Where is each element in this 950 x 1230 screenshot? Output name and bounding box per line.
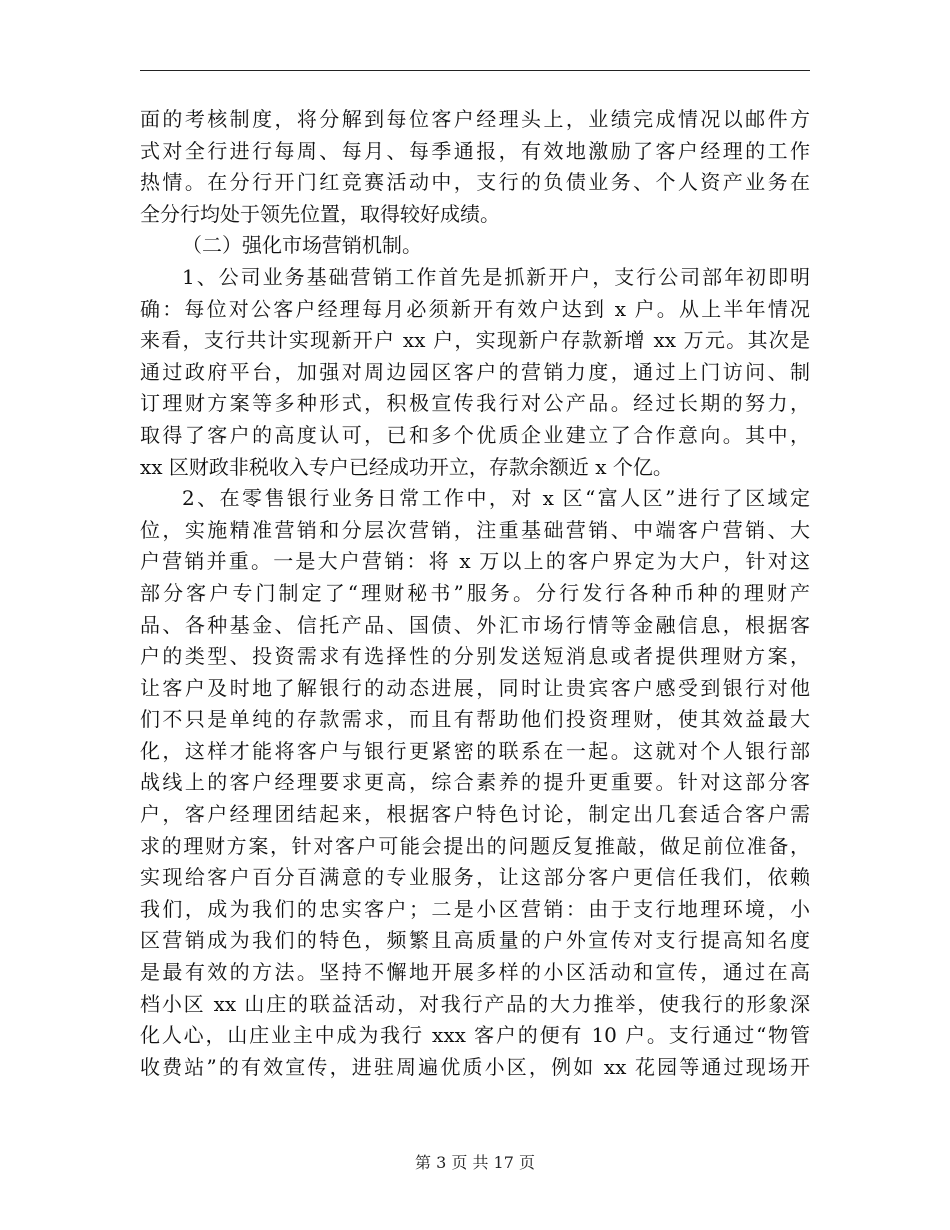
text-line: 户的类型、投资需求有选择性的分别发送短消息或者提供理财方案， bbox=[140, 644, 810, 669]
text-line: 部分客户专门制定了“理财秘书”服务。分行发行各种币种的理财产 bbox=[140, 580, 810, 605]
text-line: 来看，支行共计实现新开户 xx 户，实现新户存款新增 xx 万元。其次是 bbox=[140, 328, 810, 353]
text-line: 们不只是单纯的存款需求，而且有帮助他们投资理财，使其效益最大 bbox=[140, 707, 810, 732]
text-line: 全分行均处于领先位置，取得较好成绩。 bbox=[140, 201, 500, 226]
header-rule bbox=[140, 70, 810, 71]
text-line: 收费站”的有效宣传，进驻周遍优质小区，例如 xx 花园等通过现场开 bbox=[140, 1054, 810, 1079]
text-line: 位，实施精准营销和分层次营销，注重基础营销、中端客户营销、大 bbox=[140, 517, 810, 542]
text-line: 化，这样才能将客户与银行更紧密的联系在一起。这就对个人银行部 bbox=[140, 738, 810, 763]
text-line: 我们，成为我们的忠实客户；二是小区营销：由于支行地理环境，小 bbox=[140, 896, 810, 921]
text-line: 是最有效的方法。坚持不懈地开展多样的小区活动和宣传，通过在高 bbox=[140, 960, 810, 985]
text-line: 实现给客户百分百满意的专业服务，让这部分客户更信任我们，依赖 bbox=[140, 865, 810, 890]
text-line: 求的理财方案，针对客户可能会提出的问题反复推敲，做足前位准备， bbox=[140, 833, 810, 858]
text-line: 1、公司业务基础营销工作首先是抓新开户，支行公司部年初即明 bbox=[182, 264, 810, 289]
section-heading: （二）强化市场营销机制。 bbox=[182, 233, 422, 258]
page-number-footer: 第 3 页 共 17 页 bbox=[415, 1153, 535, 1172]
text-line: 确：每位对公客户经理每月必须新开有效户达到 x 户。从上半年情况 bbox=[140, 296, 810, 321]
text-line: 热情。在分行开门红竞赛活动中，支行的负债业务、个人资产业务在 bbox=[140, 170, 810, 195]
text-line: 式对全行进行每周、每月、每季通报，有效地激励了客户经理的工作 bbox=[140, 138, 810, 163]
text-line: 户，客户经理团结起来，根据客户特色讨论，制定出几套适合客户需 bbox=[140, 802, 810, 827]
text-line: 2、在零售银行业务日常工作中，对 x 区“富人区”进行了区域定 bbox=[182, 486, 810, 511]
text-line: 让客户及时地了解银行的动态进展，同时让贵宾客户感受到银行对他 bbox=[140, 675, 810, 700]
text-line: xx 区财政非税收入专户已经成功开立，存款余额近 x 个亿。 bbox=[140, 454, 673, 479]
text-line: 取得了客户的高度认可，已和多个优质企业建立了合作意向。其中， bbox=[140, 422, 810, 447]
text-line: 通过政府平台，加强对周边园区客户的营销力度，通过上门访问、制 bbox=[140, 359, 810, 384]
text-line: 档小区 xx 山庄的联益活动，对我行产品的大力推举，使我行的形象深 bbox=[140, 991, 810, 1016]
text-line: 区营销成为我们的特色，频繁且高质量的户外宣传对支行提高知名度 bbox=[140, 928, 810, 953]
text-line: 户营销并重。一是大户营销：将 x 万以上的客户界定为大户，针对这 bbox=[140, 549, 810, 574]
text-line: 面的考核制度，将分解到每位客户经理头上，业绩完成情况以邮件方 bbox=[140, 107, 810, 131]
document-body bbox=[140, 104, 810, 1083]
text-line: 战线上的客户经理要求更高，综合素养的提升更重要。针对这部分客 bbox=[140, 770, 810, 795]
text-line: 订理财方案等多种形式，积极宣传我行对公产品。经过长期的努力， bbox=[140, 391, 810, 416]
text-line: 化人心，山庄业主中成为我行 xxx 客户的便有 10 户。支行通过“物管 bbox=[140, 1023, 810, 1048]
text-line: 品、各种基金、信托产品、国债、外汇市场行情等金融信息，根据客 bbox=[140, 612, 810, 637]
